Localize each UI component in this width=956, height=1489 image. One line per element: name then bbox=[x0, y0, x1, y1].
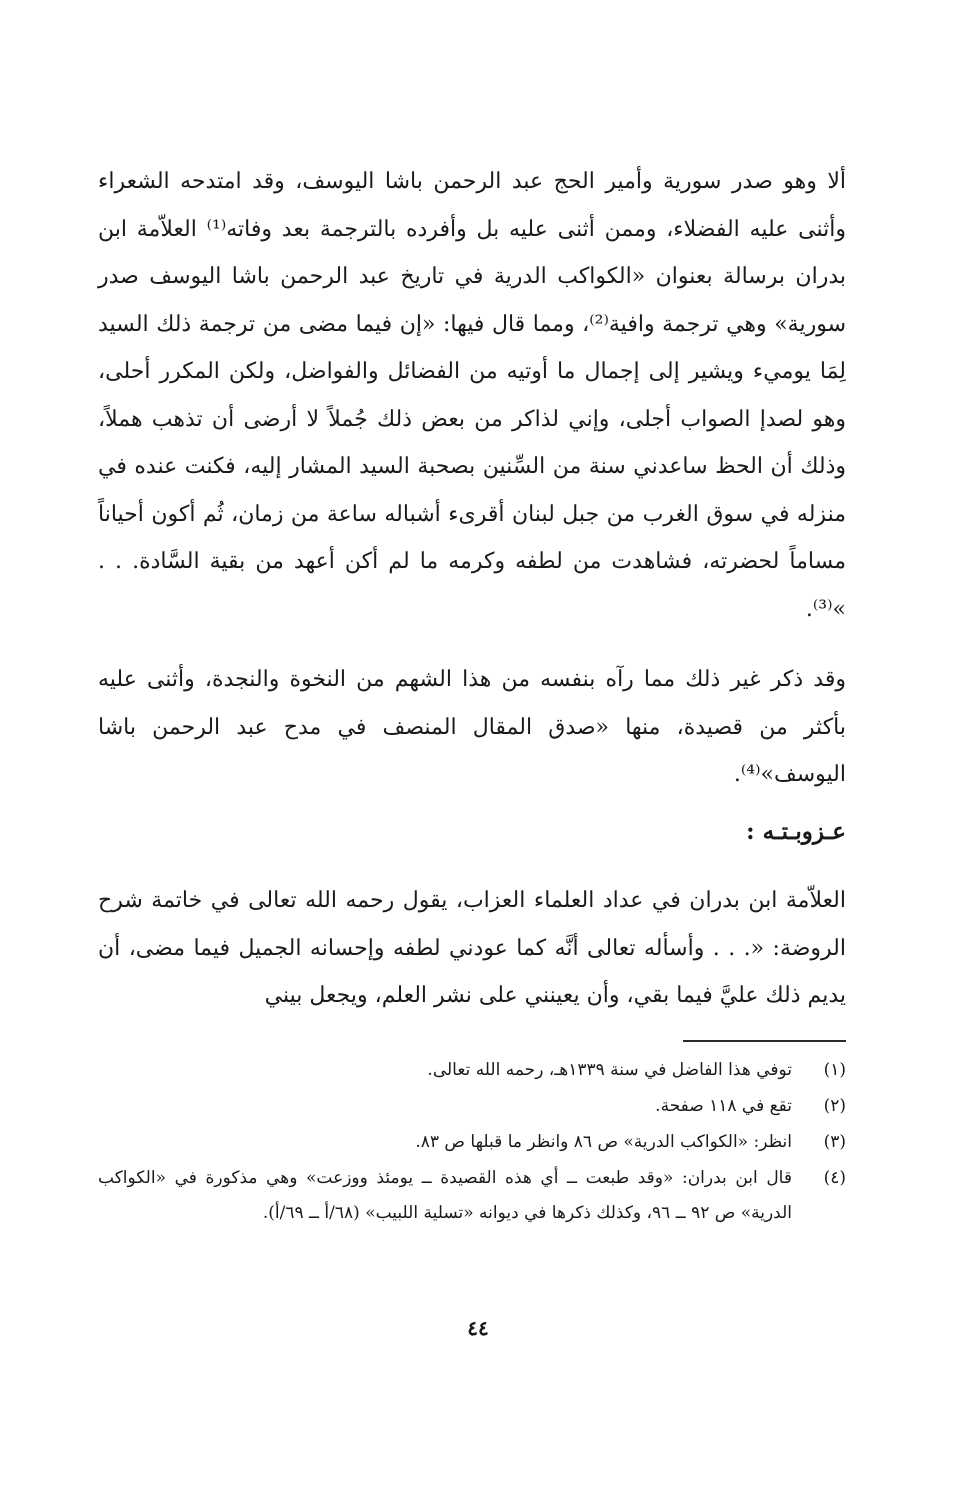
footnote bbox=[98, 1161, 846, 1231]
footnote-number: (١) bbox=[823, 1060, 846, 1080]
footnote-number: (٤) bbox=[823, 1168, 846, 1188]
footnote-text: توفي هذا الفاضل في سنة ١٣٣٩هـ، رحمه الله تعالى. bbox=[427, 1060, 792, 1080]
page-number: ٤٤ bbox=[467, 1316, 489, 1340]
footnote bbox=[98, 1053, 846, 1088]
body-paragraph: ألا وهو صدر سورية وأمير الحج عبد الرحمن باشا اليوسف، وقد امتدحه الشعراء وأثنى عليه الفضلاء، وممن أثنى عليه بل وأفرده بالترجمة بعد وفاته⁽¹⁾ العلاّمة ابن بدران برسالة بعنوان «الكواكب الدرية في تاريخ عبد الرحمن باشا اليوسف صدر سورية» وهي ترجمة وافية⁽²⁾، ومما قال فيها: «إن فيما مضى من ترجمة ذلك السيد لِمَا يوميء ويشير إلى إجمال ما أوتيه من الفضائل والفواضل، ولكن المكرر أحلى، وهو لصدإ الصواب أجلى، وإني لذاكر من بعض ذلك جُملاً لا أرضى أن تذهب هملاً، وذلك أن الحظ ساعدني سنة من السِّنين بصحبة السيد المشار إليه، فكنت عنده في منزله في سوق الغرب من جبل لبنان أقرىء أشباله ساعة من زمان، ثُم أكون أحياناً مساماً لحضرته، فشاهدت من لطفه وكرمه ما لم أكن أعهد من بقية السَّادة. . . »⁽³⁾. bbox=[98, 169, 847, 622]
footnote bbox=[98, 1125, 846, 1160]
section-heading: عـزوبـتـه : bbox=[746, 818, 846, 845]
footnote-text: تقع في ١١٨ صفحة. bbox=[655, 1096, 792, 1116]
footnote bbox=[98, 1089, 846, 1124]
footnote-separator bbox=[683, 1040, 846, 1042]
footnote-text: قال ابن بدران: «وقد طبعت ــ أي هذه القصيدة ــ يومئذ ووزعت» وهي مذكورة في «الكواكب الدرية» ص ٩٢ ــ ٩٦، وكذلك ذكرها في ديوانه «تسلية اللبيب» (٦٨/أ ــ ٦٩/أ). bbox=[98, 1168, 792, 1223]
body-paragraph: العلاّمة ابن بدران في عداد العلماء العزاب، يقول رحمه الله تعالى في خاتمة شرح الروضة: «. . . وأسأله تعالى أنَّه كما عودني لطفه وإحسانه الجميل فيما مضى، أن يديم ذلك عليَّ فيما بقي، وأن يعينني على نشر العلم، ويجعل بيني bbox=[98, 888, 846, 1008]
body-paragraph: وقد ذكر غير ذلك مما رآه بنفسه من هذا الشهم من النخوة والنجدة، وأثنى عليه بأكثر من قصيدة، منها «صدق المقال المنصف في مدح عبد الرحمن باشا اليوسف»⁽⁴⁾. bbox=[98, 667, 846, 787]
footnote-text: انظر: «الكواكب الدرية» ص ٨٦ وانظر ما قبلها ص ٨٣. bbox=[415, 1132, 792, 1152]
footnotes bbox=[98, 1053, 846, 1232]
footnote-number: (٢) bbox=[823, 1096, 846, 1116]
footnote-number: (٣) bbox=[823, 1132, 846, 1152]
